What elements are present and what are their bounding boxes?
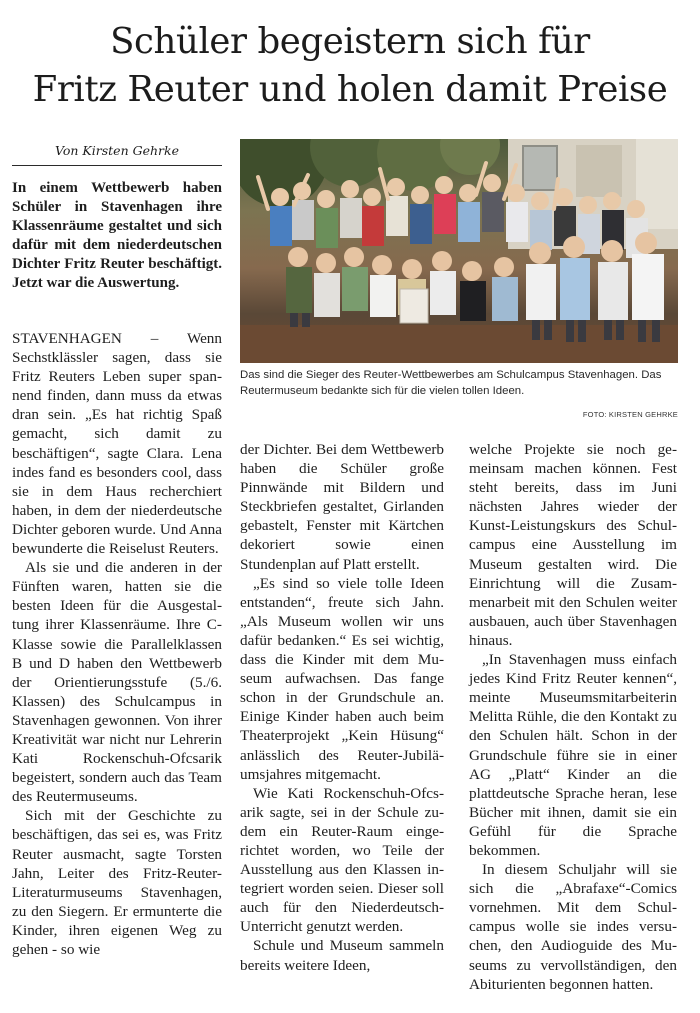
paragraph: „In Stavenhagen muss einfach jedes Kind Fritz Reuter kennen“, meinte Museumsmitarbeiterin Melitta Rühle, die den Kontakt zu den Schulen hält. Schon in der Grundschule führe sie in einer AG „Platt“ Kinder an die plattdeutsche Sprache heran, lese Bücher mit ihnen, damit sie ein Gefühl für die Sprache bekommen. bbox=[469, 651, 677, 859]
headline-line-2: Fritz Reuter und holen damit Preise bbox=[32, 69, 668, 110]
photo-credit: FOTO: KIRSTEN GEHRKE bbox=[582, 410, 678, 419]
paragraph: STAVENHAGEN – Wenn Sechstklässler sagen, dass sie Fritz Reuters Leben super spannend finden, dann muss da etwas dran sein. „Es hat richtig Spaß gemacht, sich damit zu beschäftigen“, sagte Clara. Lena indes fand es besonders cool, dass sie in dem Haus recherchiert haben, in dem der niederdeutsche Dichter geboren wurde. Und Anna bewunderte die Reiselust Reuters. bbox=[12, 330, 222, 558]
paragraph: der Dichter. Bei dem Wettbewerb haben die Schüler große Pinnwände mit Bildern und Steckbriefen gestaltet, Girlanden gebastelt, Fenster mit Kärtchen dekoriert sowie einen Stundenplan auf Platt erstellt. bbox=[240, 441, 444, 573]
paragraph: „Es sind so viele tolle Ideen entstanden“, freute sich Jahn. „Als Museum wollen wir uns dafür bedanken.“ Es sei wichtig, dass die Kinder mit dem Museum aufwachsen. Das fange schon in der Grundschule an. Einige Kinder haben auch beim Theaterprojekt „Kein Hüsung“ anlässlich des Reuter-Jubiläumsjahres mitgemacht. bbox=[240, 574, 444, 783]
group-photo bbox=[240, 139, 678, 363]
photo-caption: Das sind die Sieger des Reuter-Wettbewerbes am Schulcampus Stavenhagen. Das Reutermuseum bedankte sich für die vielen tollen Ideen. bbox=[240, 369, 662, 397]
paragraph: welche Projekte sie noch gemeinsam machen können. Fest steht bereits, dass im Juni nächsten Jahres wieder der Kunst-Leistungskurs des Schulcampus eine Ausstellung im Museum gestalten wird. Die Einrichtung will die Zusammenarbeit mit den Schulen weiter ausbauen, auch über Stavenhagen hinaus. bbox=[469, 441, 677, 649]
byline: Von Kirsten Gehrke bbox=[12, 143, 222, 166]
group-photo-illustration bbox=[240, 139, 678, 363]
article-column-2 bbox=[240, 440, 444, 975]
paragraph: Wie Kati Rockenschuh-Ofcsarik sagte, sei in der Schule zudem ein Reuter-Raum eingerichtet worden, wo Teile der Ausstellung aus den Klassen integriert worden seien. Dieser soll auch für den Niederdeutsch-Unterricht genutzt werden. bbox=[240, 784, 444, 936]
lead-paragraph: In einem Wettbewerb haben Schüler in Stavenhagen ihre Klassenräume gestaltet und sich dafür mit dem niederdeutschen Dichter Fritz Reuter beschäftigt. Jetzt war die Auswertung. bbox=[12, 180, 222, 291]
paragraph: Sich mit der Geschichte zu beschäftigen, das sei es, was Fritz Reuter ausmacht, sagte Torsten Jahn, Leiter des Fritz-Reuter-Literaturmuseums Stavenhagen, zu den Siegern. Er ermunterte die Kinder, ihren eigenen Weg zu gehen - so wie bbox=[12, 807, 222, 958]
paragraph: In diesem Schuljahr will sie sich die „Abrafaxe“-Comics vornehmen. Mit dem Schulcampus wolle sie indes versuchen, den Audioguide des Museums zu vervollständigen, den Abiturienten begonnen hatten. bbox=[469, 861, 677, 993]
headline-line-1: Schüler begeistern sich für bbox=[110, 21, 590, 62]
paragraph: Schule und Museum sammeln bereits weitere Ideen, bbox=[240, 937, 444, 974]
article-column-1 bbox=[12, 329, 222, 959]
article-column-3 bbox=[469, 440, 677, 994]
paragraph: Als sie und die anderen in der Fünften waren, hatten sie die besten Ideen für die Ausgestaltung ihrer Klassenräume. Ihre C-Klasse sowie die Parallelklassen B und D haben den Wettbewerb der Orientierungsstufe (5./6. Klassen) des Schulcampus in Stavenhagen gewonnen. Von ihrer Kreativität war nicht nur Lehrerin Kati Rockenschuh-Ofcsarik begeistert, sondern auch das Team des Reutermuseums. bbox=[12, 559, 222, 806]
headline bbox=[0, 18, 700, 114]
